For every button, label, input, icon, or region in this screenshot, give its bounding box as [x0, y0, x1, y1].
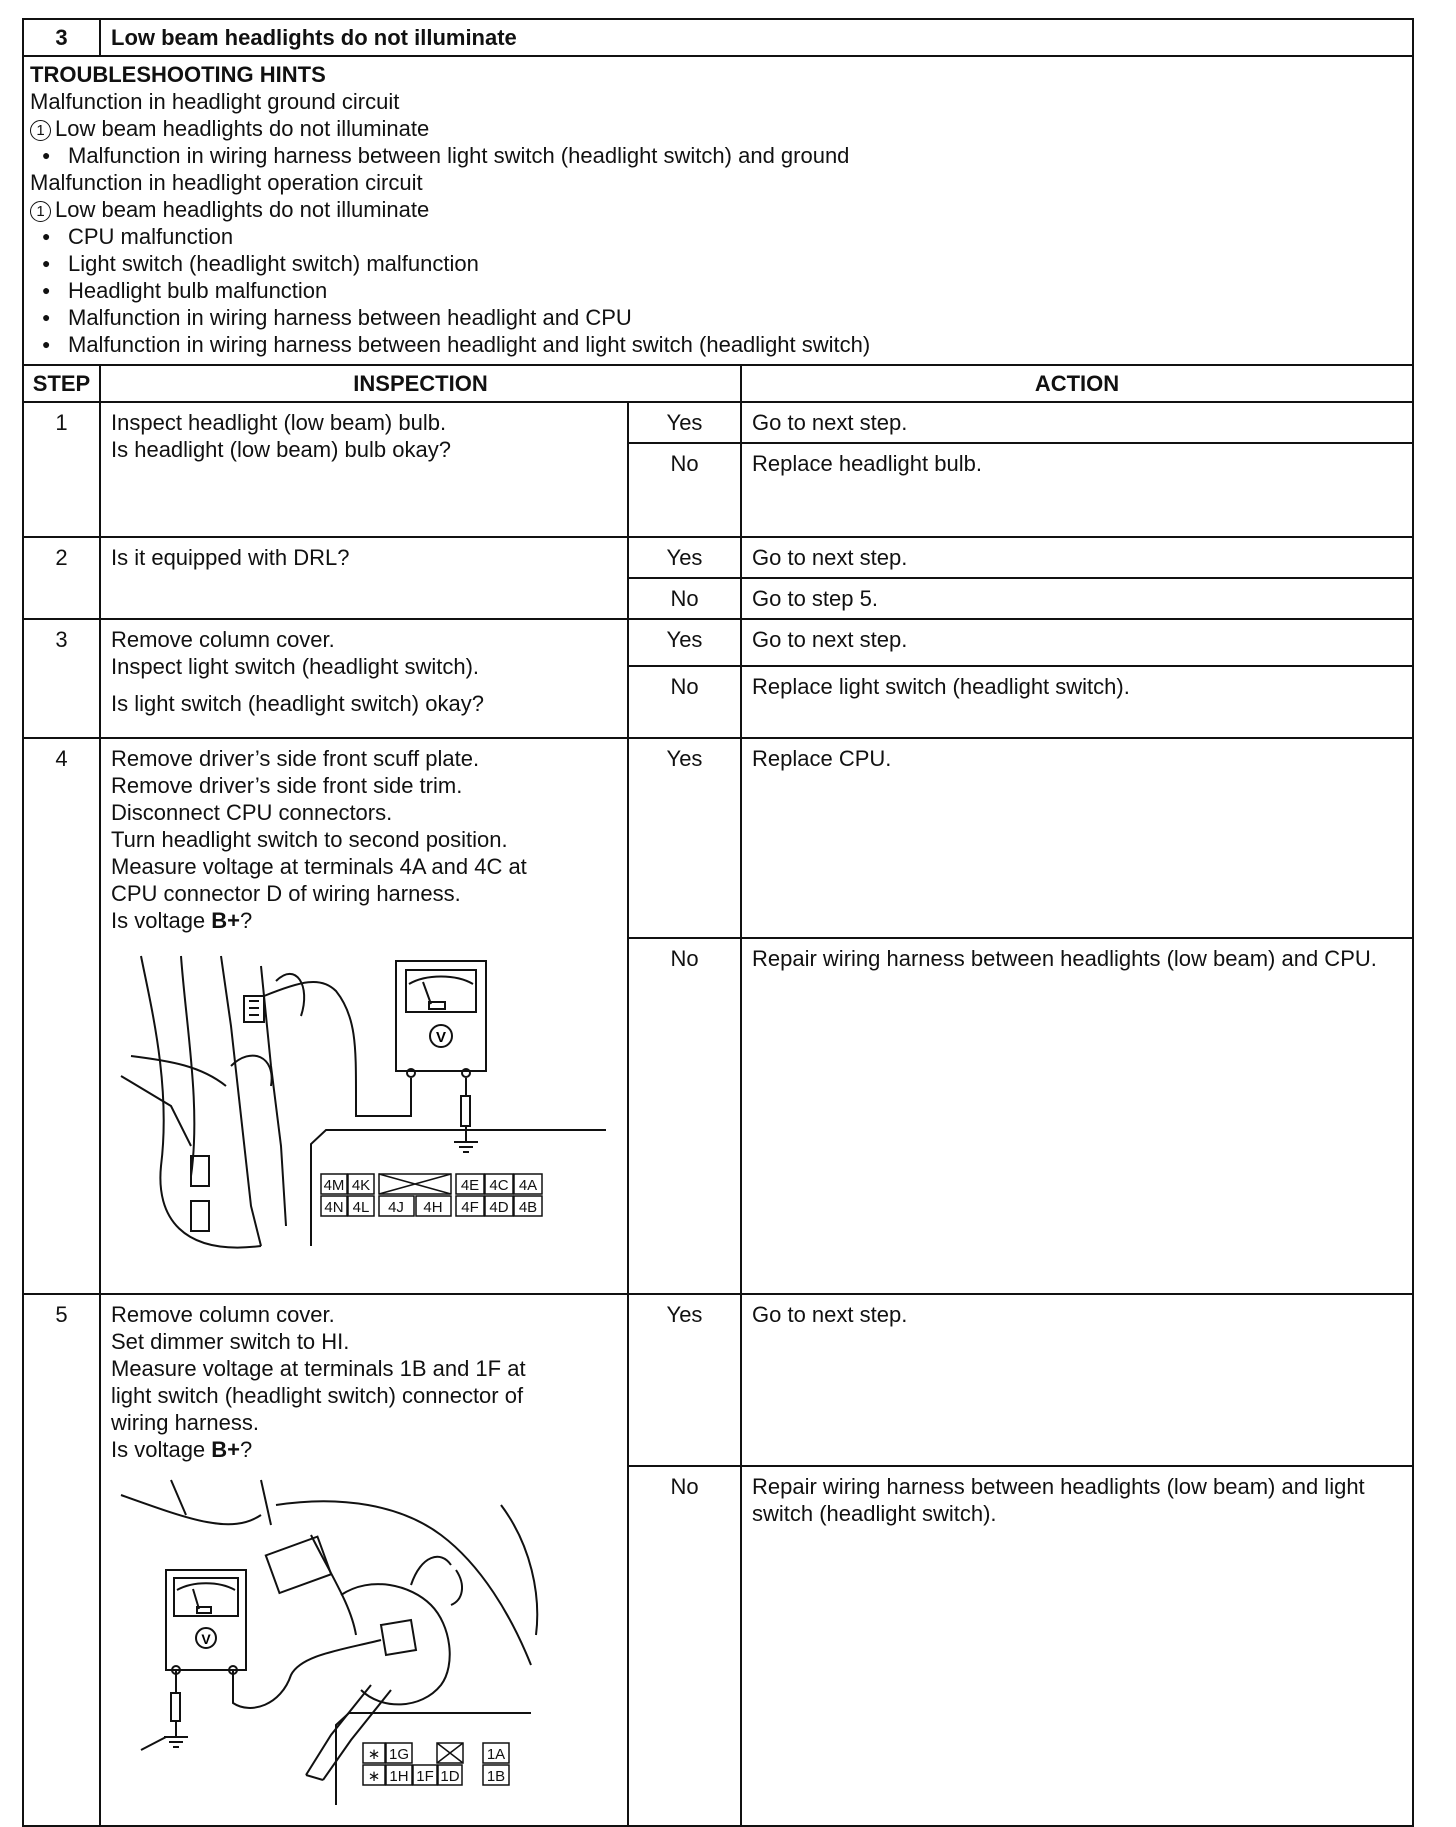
- pin-label: 1D: [440, 1768, 460, 1785]
- hint-bullet: ● Headlight bulb malfunction: [30, 277, 1406, 304]
- symptom-title: Low beam headlights do not illuminate: [100, 19, 1413, 56]
- no-action: Repair wiring harness between headlights (low beam) and CPU.: [741, 938, 1413, 1294]
- yes-action: Go to next step.: [741, 619, 1413, 666]
- pin-label: 4C: [489, 1177, 509, 1194]
- question-bold: B+: [211, 1437, 241, 1462]
- inspection-line: Is light switch (headlight switch) okay?: [111, 691, 484, 716]
- pin-label: 4H: [423, 1199, 443, 1216]
- col-action: ACTION: [741, 365, 1413, 402]
- pin-label: 4K: [351, 1177, 371, 1194]
- hint-heading: Malfunction in headlight ground circuit: [30, 89, 400, 114]
- inspection-line: Set dimmer switch to HI.: [111, 1329, 350, 1354]
- inspection-question: [111, 1436, 619, 1463]
- yes-action: Replace CPU.: [741, 738, 1413, 938]
- no-label: No: [628, 666, 741, 738]
- table-row: [23, 738, 1413, 938]
- inspection-line: Remove column cover.: [111, 1302, 335, 1327]
- yes-label: Yes: [628, 619, 741, 666]
- inspection-line: Measure voltage at terminals 1B and 1F at: [111, 1356, 526, 1381]
- inspection-line: wiring harness.: [111, 1410, 259, 1435]
- hint-heading: Malfunction in headlight operation circuit: [30, 170, 423, 195]
- pin-label: 1G: [388, 1746, 410, 1763]
- no-action: Replace headlight bulb.: [741, 443, 1413, 537]
- step-number: 3: [23, 619, 100, 738]
- question-suffix: ?: [240, 908, 253, 933]
- inspection-line: Remove column cover.: [111, 627, 335, 652]
- hint-bullet: ● CPU malfunction: [30, 223, 1406, 250]
- inspection-cell: [100, 1294, 628, 1826]
- pin-label: ∗: [367, 1768, 381, 1785]
- pin-label: 4E: [460, 1177, 480, 1194]
- step-number: 4: [23, 738, 100, 1294]
- yes-label: Yes: [628, 738, 741, 938]
- table-row: [23, 619, 1413, 666]
- yes-label: Yes: [628, 402, 741, 443]
- blank-pin-icon: [437, 1743, 463, 1763]
- pin-label: ∗: [367, 1746, 381, 1763]
- step-number: 2: [23, 537, 100, 619]
- hints-title: TROUBLESHOOTING HINTS: [30, 62, 326, 87]
- inspection-line: Turn headlight switch to second position.: [111, 827, 508, 852]
- hint-bullet: ● Malfunction in wiring harness between light switch (headlight switch) and ground: [30, 142, 1406, 169]
- inspection-cell: [100, 619, 628, 738]
- hint-subheading-text: Low beam headlights do not illuminate: [55, 116, 430, 141]
- light-switch-connector-illustration: [111, 1475, 611, 1805]
- hint-subheading-text: Low beam headlights do not illuminate: [55, 197, 430, 222]
- hint-bullets: [30, 223, 1406, 358]
- question-bold: B+: [211, 908, 241, 933]
- header-row: [23, 19, 1413, 56]
- no-label: No: [628, 578, 741, 619]
- no-action: Replace light switch (headlight switch).: [741, 666, 1413, 738]
- step-number: 1: [23, 402, 100, 537]
- pin-label: 4B: [518, 1199, 538, 1216]
- question-text: Is voltage: [111, 1437, 212, 1462]
- yes-label: Yes: [628, 537, 741, 578]
- meter-label: V: [201, 1631, 211, 1647]
- pin-label: 1A: [486, 1746, 506, 1763]
- symptom-number: 3: [23, 19, 100, 56]
- probe-resistor: [171, 1693, 180, 1721]
- pin-label: 4M: [323, 1177, 345, 1194]
- probe-resistor: [461, 1096, 470, 1126]
- hint-bullet: ● Light switch (headlight switch) malfunction: [30, 250, 1406, 277]
- table-row: [23, 537, 1413, 578]
- hint-bullets: [30, 142, 1406, 169]
- inspection-line: Remove driver’s side front side trim.: [111, 773, 463, 798]
- inspection-question: [111, 907, 619, 934]
- inspection-line: Inspect light switch (headlight switch).: [111, 654, 480, 679]
- no-label: No: [628, 443, 741, 537]
- switch-body: [266, 1537, 331, 1593]
- pin-label: 1H: [389, 1768, 409, 1785]
- no-action: Repair wiring harness between headlights (low beam) and light switch (headlight switch).: [741, 1466, 1413, 1826]
- col-inspection: INSPECTION: [100, 365, 741, 402]
- probe-wire: [233, 1640, 381, 1708]
- question-suffix: ?: [240, 1437, 253, 1462]
- inspection-line: Remove driver’s side front scuff plate.: [111, 746, 480, 771]
- yes-action: Go to next step.: [741, 537, 1413, 578]
- no-label: No: [628, 1466, 741, 1826]
- pin-label: 4N: [324, 1199, 344, 1216]
- circled-number-icon: 1: [30, 201, 51, 222]
- step-number: 5: [23, 1294, 100, 1826]
- inspection-line: CPU connector D of wiring harness.: [111, 881, 461, 906]
- hint-subheading: [30, 115, 1406, 142]
- no-action: Go to step 5.: [741, 578, 1413, 619]
- yes-action: Go to next step.: [741, 402, 1413, 443]
- cpu-connector-illustration: [111, 946, 611, 1276]
- hint-bullet: ● Malfunction in wiring harness between headlight and light switch (headlight switch): [30, 331, 1406, 358]
- pin-label: 1F: [416, 1768, 434, 1785]
- no-label: No: [628, 938, 741, 1294]
- inspection-cell: [100, 738, 628, 1294]
- switch-connector: [381, 1620, 416, 1655]
- pin-label: 4J: [388, 1199, 404, 1216]
- inspection-cell: [100, 402, 628, 537]
- troubleshooting-table: [22, 18, 1414, 1827]
- dash-outline: [121, 1495, 261, 1524]
- pin-label: 4F: [461, 1199, 479, 1216]
- hint-subheading: [30, 196, 1406, 223]
- ground-icon: [164, 1721, 188, 1747]
- hint-bullet: ● Malfunction in wiring harness between headlight and CPU: [30, 304, 1406, 331]
- inspection-line: Inspect headlight (low beam) bulb.: [111, 410, 447, 435]
- table-row: [23, 402, 1413, 443]
- inspection-line: Disconnect CPU connectors.: [111, 800, 393, 825]
- inspection-cell: [100, 537, 628, 619]
- yes-label: Yes: [628, 1294, 741, 1466]
- troubleshooting-hints: [23, 56, 1413, 365]
- table-row: [23, 1294, 1413, 1466]
- inspection-line: Is it equipped with DRL?: [111, 545, 350, 570]
- pin-label: 4A: [518, 1177, 538, 1194]
- switch-lever: [306, 1685, 371, 1775]
- troubleshooting-page: [22, 18, 1412, 1827]
- pin-label: 1B: [486, 1768, 506, 1785]
- column-header-row: [23, 365, 1413, 402]
- inspection-line: Is headlight (low beam) bulb okay?: [111, 437, 451, 462]
- blank-pin-icon: [379, 1174, 451, 1194]
- question-text: Is voltage: [111, 908, 212, 933]
- probe-wire: [264, 982, 356, 1096]
- inspection-line: Measure voltage at terminals 4A and 4C at: [111, 854, 527, 879]
- meter-label: V: [435, 1029, 447, 1046]
- inspection-line: light switch (headlight switch) connector of: [111, 1383, 524, 1408]
- hints-row: [23, 56, 1413, 365]
- voltmeter-icon: [166, 1570, 246, 1670]
- col-step: STEP: [23, 365, 100, 402]
- pin-label: 4D: [489, 1199, 509, 1216]
- yes-action: Go to next step.: [741, 1294, 1413, 1466]
- circled-number-icon: 1: [30, 120, 51, 141]
- pin-label: 4L: [352, 1199, 370, 1216]
